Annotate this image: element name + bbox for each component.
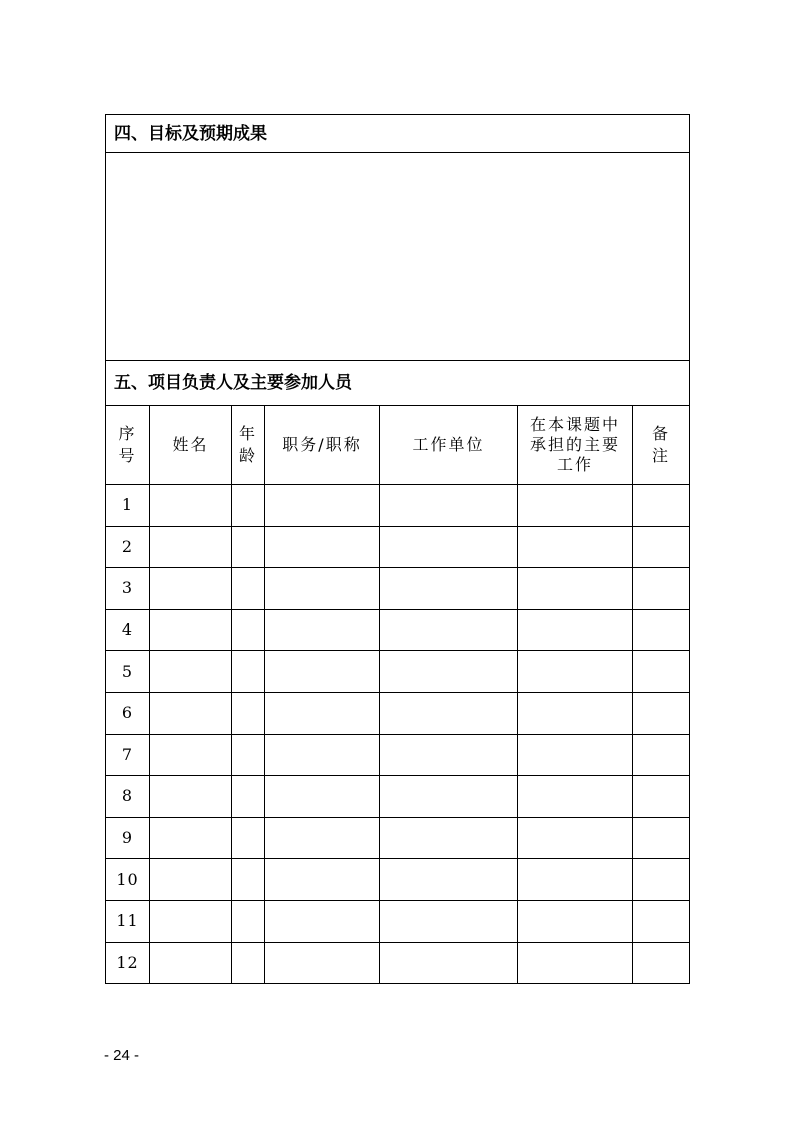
table-row — [106, 817, 690, 859]
cell-work[interactable] — [518, 692, 633, 734]
goals-content-area[interactable] — [106, 153, 690, 361]
cell-note[interactable] — [633, 568, 690, 610]
cell-position[interactable] — [265, 734, 380, 776]
cell-unit[interactable] — [380, 526, 518, 568]
cell-note[interactable] — [633, 526, 690, 568]
cell-name[interactable] — [150, 734, 232, 776]
cell-position[interactable] — [265, 859, 380, 901]
cell-work[interactable] — [518, 817, 633, 859]
table-row — [106, 900, 690, 942]
cell-unit[interactable] — [380, 859, 518, 901]
col-header-seq-label: 序号 — [118, 424, 137, 465]
cell-unit[interactable] — [380, 942, 518, 984]
row-number: 9 — [106, 817, 150, 859]
cell-work[interactable] — [518, 859, 633, 901]
row-number: 1 — [106, 485, 150, 527]
cell-note[interactable] — [633, 859, 690, 901]
cell-position[interactable] — [265, 776, 380, 818]
cell-position[interactable] — [265, 651, 380, 693]
cell-work[interactable] — [518, 609, 633, 651]
cell-name[interactable] — [150, 651, 232, 693]
cell-work[interactable] — [518, 651, 633, 693]
cell-unit[interactable] — [380, 692, 518, 734]
table-row — [106, 942, 690, 984]
cell-position[interactable] — [265, 942, 380, 984]
cell-age[interactable] — [232, 900, 265, 942]
cell-note[interactable] — [633, 942, 690, 984]
application-form-table — [105, 114, 690, 984]
row-number: 12 — [106, 942, 150, 984]
cell-name[interactable] — [150, 609, 232, 651]
table-row — [106, 609, 690, 651]
col-header-note-label: 备注 — [651, 424, 670, 465]
col-header-unit: 工作单位 — [380, 406, 518, 485]
cell-position[interactable] — [265, 900, 380, 942]
cell-name[interactable] — [150, 526, 232, 568]
table-row — [106, 651, 690, 693]
col-header-seq — [106, 406, 150, 485]
page-number: - 24 - — [104, 1047, 140, 1064]
cell-work[interactable] — [518, 942, 633, 984]
cell-note[interactable] — [633, 776, 690, 818]
cell-note[interactable] — [633, 609, 690, 651]
cell-unit[interactable] — [380, 609, 518, 651]
cell-unit[interactable] — [380, 776, 518, 818]
row-number: 6 — [106, 692, 150, 734]
cell-name[interactable] — [150, 859, 232, 901]
cell-age[interactable] — [232, 776, 265, 818]
cell-unit[interactable] — [380, 734, 518, 776]
table-row — [106, 734, 690, 776]
cell-note[interactable] — [633, 817, 690, 859]
personnel-column-header-row — [106, 406, 690, 485]
cell-age[interactable] — [232, 526, 265, 568]
section5-header-row — [106, 361, 690, 406]
cell-age[interactable] — [232, 609, 265, 651]
section4-title: 四、目标及预期成果 — [106, 115, 690, 153]
cell-note[interactable] — [633, 651, 690, 693]
cell-age[interactable] — [232, 817, 265, 859]
col-header-work — [518, 406, 633, 485]
cell-age[interactable] — [232, 651, 265, 693]
cell-position[interactable] — [265, 568, 380, 610]
table-row — [106, 485, 690, 527]
cell-age[interactable] — [232, 568, 265, 610]
cell-work[interactable] — [518, 900, 633, 942]
cell-unit[interactable] — [380, 817, 518, 859]
row-number: 7 — [106, 734, 150, 776]
cell-work[interactable] — [518, 485, 633, 527]
section4-content-row — [106, 153, 690, 361]
cell-name[interactable] — [150, 485, 232, 527]
row-number: 3 — [106, 568, 150, 610]
cell-unit[interactable] — [380, 900, 518, 942]
section4-header-row — [106, 115, 690, 153]
cell-name[interactable] — [150, 817, 232, 859]
col-header-age — [232, 406, 265, 485]
cell-work[interactable] — [518, 568, 633, 610]
cell-age[interactable] — [232, 859, 265, 901]
cell-work[interactable] — [518, 776, 633, 818]
table-row — [106, 692, 690, 734]
cell-name[interactable] — [150, 568, 232, 610]
cell-age[interactable] — [232, 734, 265, 776]
cell-position[interactable] — [265, 485, 380, 527]
row-number: 4 — [106, 609, 150, 651]
cell-position[interactable] — [265, 817, 380, 859]
cell-work[interactable] — [518, 526, 633, 568]
row-number: 2 — [106, 526, 150, 568]
col-header-name: 姓名 — [150, 406, 232, 485]
cell-name[interactable] — [150, 776, 232, 818]
cell-age[interactable] — [232, 692, 265, 734]
cell-age[interactable] — [232, 942, 265, 984]
col-header-note — [633, 406, 690, 485]
cell-position[interactable] — [265, 609, 380, 651]
col-header-position: 职务/职称 — [265, 406, 380, 485]
table-row — [106, 526, 690, 568]
row-number: 11 — [106, 900, 150, 942]
section5-title: 五、项目负责人及主要参加人员 — [106, 361, 690, 406]
row-number: 8 — [106, 776, 150, 818]
cell-age[interactable] — [232, 485, 265, 527]
cell-unit[interactable] — [380, 651, 518, 693]
cell-unit[interactable] — [380, 485, 518, 527]
cell-note[interactable] — [633, 900, 690, 942]
cell-position[interactable] — [265, 692, 380, 734]
cell-unit[interactable] — [380, 568, 518, 610]
cell-name[interactable] — [150, 900, 232, 942]
row-number: 10 — [106, 859, 150, 901]
table-row — [106, 568, 690, 610]
cell-work[interactable] — [518, 734, 633, 776]
cell-note[interactable] — [633, 734, 690, 776]
table-row — [106, 776, 690, 818]
cell-position[interactable] — [265, 526, 380, 568]
col-header-age-label: 年龄 — [238, 424, 257, 465]
cell-note[interactable] — [633, 692, 690, 734]
col-header-work-label: 在本课题中承担的主要工作 — [529, 415, 620, 474]
cell-note[interactable] — [633, 485, 690, 527]
cell-name[interactable] — [150, 942, 232, 984]
table-row — [106, 859, 690, 901]
row-number: 5 — [106, 651, 150, 693]
cell-name[interactable] — [150, 692, 232, 734]
